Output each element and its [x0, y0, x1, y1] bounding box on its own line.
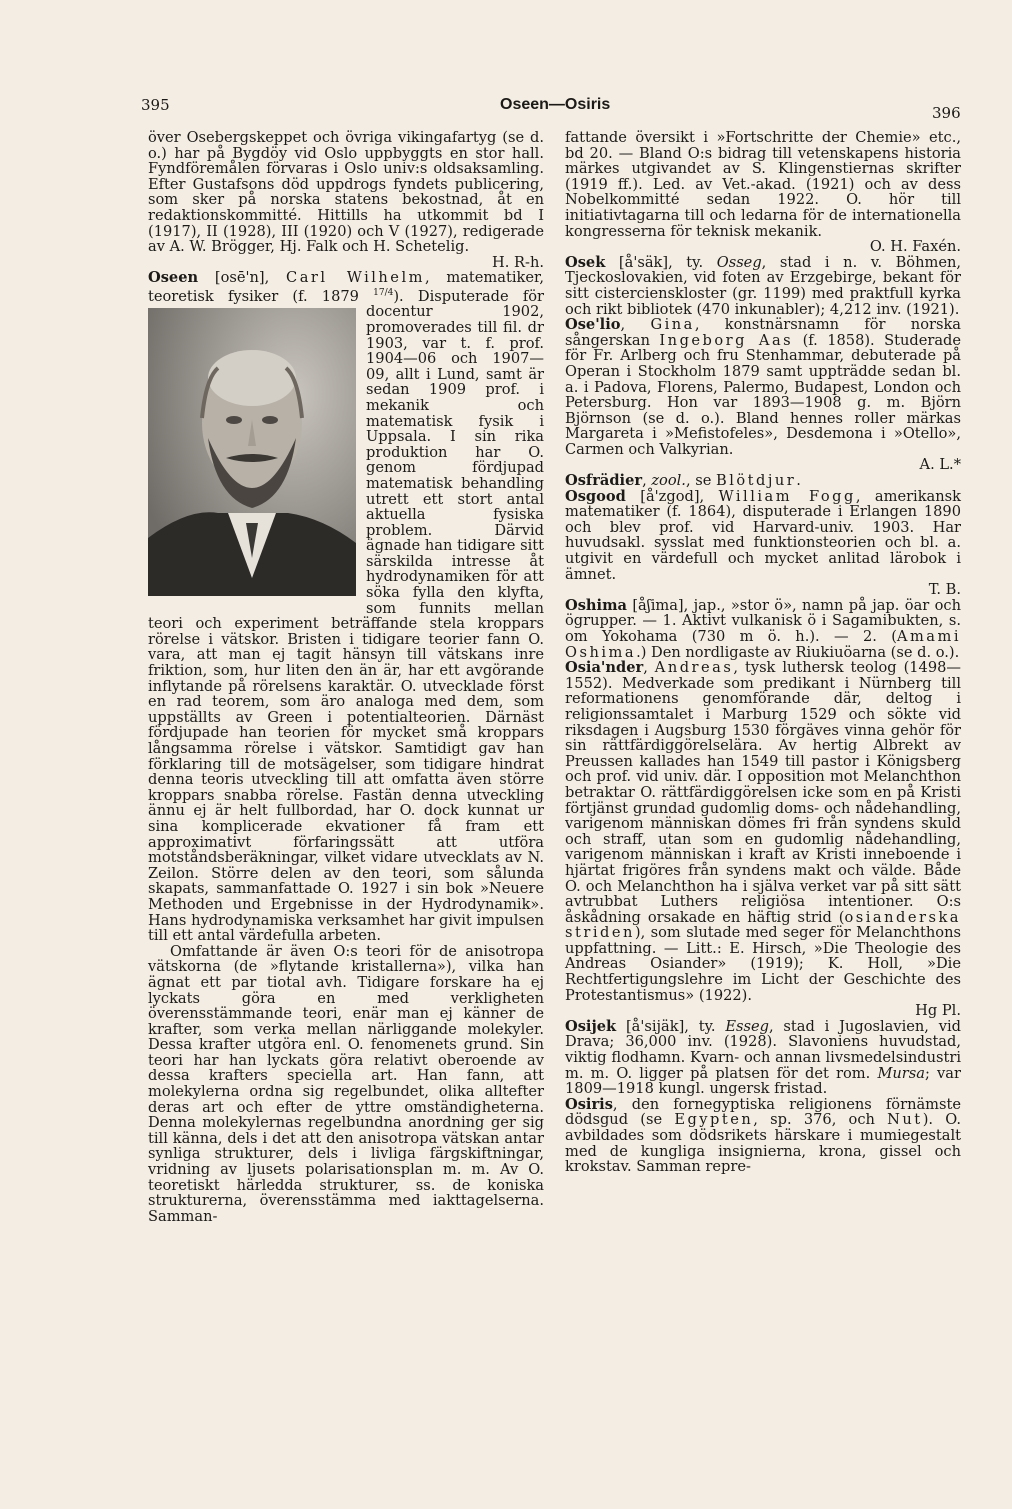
headword: Osia'nder [565, 659, 644, 677]
entry-osgood: Osgood [å'zgod], William Fogg, amerikansk matematiker (f. 1864), disputerade i Erlangen 1890 och blev prof. vid Harvard-univ. 1903. Har huvudsakl. sysslat med funktionsteorien och bl. a. utgivit en värdefull och mycket anlitad lärobok i ämnet. [565, 487, 961, 583]
paragraph-liquid-crystals: Omfattande är även O:s teori för de anisotropa vätskorna (de »flytande kristallerna»), vilka han ägnat ett par tiotal avh. Tidigare forskare ha ej lyckats göra en med verkligheten överensstämmande teori, enär man ej känner de krafter, som verka mellan närliggande molekyler. Dessa krafter utgöra enl. O. fenomenets grund. Sin teori har han lyckats göra relativt oberoende av dessa krafters speciella art. Han fann, att molekylerna ordna sig regelbundet, olika alltefter deras art och efter de yttre omständigheterna. Denna molekylernas regelbundna anordning ger sig till känna, dels i det att den anisotropa vätskan antar synliga strukturer, dels i livliga färgskiftningar, vridning av ljusets polarisationsplan m. m. Av O. teoretiskt härledda strukturer, ss. de koniska strukturerna, överensstämma med iakttagelserna. Samman- [148, 942, 544, 1225]
running-head: Oseen—Osiris [500, 96, 611, 113]
headword: Osiris [565, 1095, 613, 1113]
oseen-continuation: fattande översikt i »Fortschritte der Chemie» etc., bd 20. — Bland O:s bidrag till vetenskapens historia märkes utgivandet av S. Klingenstiernas skrifter (1919 ff.). Led. av Vet.-akad. (1921) och av dess Nobelkommitté sedan 1922. O. hör till initiativtagarna till och ledarna för de internationella kongresserna för teknisk mekanik. [565, 129, 961, 240]
entry-oseen: Oseen [osē'n], Carl Wilhelm, matematiker, teoretisk fysiker (f. 1879 $^{17/4}$ ). Disputerade för docentur 1902, promoverades till fil. dr 1903, var t. f. prof. 1904—06 och 1907—09, allt i Lund, samt är sedan 1909 prof. i mekanik och matematisk fysik i Uppsala. I sin rika produktion har O. genom fördjupad matematisk behandling utrett ett stort antal aktuella fysiska problem. Därvid ägnade han tidigare sitt särskilda intresse åt hydrodynamiken för att söka fylla den klyfta, som funnits mellan teori och experiment beträffande stela kroppars rörelse i vätskor. Bristen i tidigare teorier fann O. vara, att man ej tagit hänsyn till vätskans inre friktion, som, hur liten den än är, har ett avgörande inflytande på rörelsens karaktär. O. utvecklade först en rad teorem, som äro analoga med dem, som uppställts av Green i potentialteorien. Därnäst fördjupade han teorien för mycket små kroppars långsamma rörelse i vätskor. Samtidigt gav han förklaring till de motsägelser, som tidigare hindrat denna teoris utveckling till att omfatta även större kroppars snabba rörelse. Fastän denna utveckling ännu ej är helt fullbordad, har O. dock kunnat ur sina komplicerade ekvationer få fram ett approximativt förfaringssätt att utföra motståndsberäkningar, vilket vidare utvecklats av N. Zeilon. Större delen av den teori, som sålunda skapats, sammanfattade O. 1927 i sin bok »Neuere Methoden und Ergebnisse in der Hydrodynamik». Hans hydrodynamiska verksamhet har givit impulsen till ett antal värdefulla arbeten. [148, 269, 544, 945]
page-number-right: 396 [932, 104, 961, 122]
headword: Oseen [148, 269, 199, 287]
page-header [0, 96, 1012, 122]
entry-osek: Osek [å'säk], ty. Osseg, stad i n. v. Böhmen, Tjeckoslovakien, vid foten av Erzgebirge, bekant för sitt cistercienskloster (gr. 1199) med praktfull kyrka och rikt bibliotek (470 inkunabler); 4,212 inv. (1921). [565, 253, 961, 318]
headword: Osfrädier [565, 472, 643, 490]
right-column [565, 130, 961, 1175]
headword: Ose'lio [565, 316, 621, 334]
entry-osfradier: Osfrädier, zool., se Blötdjur. [565, 472, 801, 490]
entry-osiander: Osia'nder, Andreas, tysk luthersk teolog (1498—1552). Medverkade som predikant i Nürnberg till reformationens genomförande där, deltog i religionssamtalet i Marburg 1529 och sökte vid riksdagen i Augsburg 1530 förgäves vinna gehör för sin rättfärdiggörelselära. Av hertig Albrekt av Preussen kallades han 1549 till pastor i Königsberg och prof. vid univ. där. I opposition mot Melanchthon betraktar O. rättfärdiggörelsen icke som en på Kristi förtjänst grundad gudomlig doms- och nådehandling, varigenom människan dömes fri från syndens skuld och straff, utan som en gudomlig nådehandling, varigenom människan i kraft av Kristi inneboende i hjärtat frigöres från syndens makt och välde. Både O. och Melanchthon ha i själva verket var på sitt sätt avtrubbat Luthers religiösa intentioner. O:s åskådning orsakade en häftig strid (osianderska striden), som slutade med seger för Melanchthons uppfattning. — Litt.: E. Hirsch, »Die Theologie des Andreas Osiander» (1919); K. Holl, »Die Rechtfertigungslehre im Licht der Geschichte des Protestantismus» (1922). [565, 659, 962, 1004]
headword: Oshima [565, 596, 627, 614]
signature: Hg Pl. [915, 1002, 961, 1020]
signature: A. L.* [919, 456, 961, 474]
entry-oselio: Ose'lio, Gina, konstnärsnamn för norska sångerskan Ingeborg Aas (f. 1858). Studerade för Fr. Arlberg och fru Stenhammar, debuterade på Operan i Stockholm 1879 samt uppträdde sedan bl. a. i Padova, Florens, Palermo, Budapest, London och Petersburg. Hon var 1893—1908 g. m. Björn Björnson (se d. o.). Bland hennes roller märkas Margareta i »Mefistofeles», Desdemona i »Otello», Carmen och Valkyrian. [565, 316, 961, 458]
signature: H. R-h. [492, 253, 544, 271]
signature: T. B. [928, 581, 961, 599]
entry-oshima: Oshima [åʃima], jap., »stor ö», namn på jap. öar och ögrupper. — 1. Aktivt vulkanisk ö i Sagamibukten, s. om Yokohama (730 m ö. h.). — 2. (Amami Oshima.) Den nordligaste av Riukiuöarna (se d. o.). [565, 596, 961, 661]
page-number-left: 395 [141, 96, 170, 114]
portrait-photo [148, 308, 356, 596]
signature: O. H. Faxén. [869, 238, 961, 256]
left-column [148, 130, 544, 1224]
entry-osijek: Osijek [å'sijäk], ty. Esseg, stad i Jugoslavien, vid Drava; 36,000 inv. (1928). Slavoniens huvudstad, viktig flodhamn. Kvarn- och annan livsmedelsindustri m. m. O. ligger på platsen för det rom. Mursa; var 1809—1918 kungl. ungersk fristad. [565, 1017, 961, 1098]
headword: Osijek [565, 1017, 617, 1035]
headword: Osek [565, 253, 606, 271]
headword: Osgood [565, 487, 626, 505]
person-name: Carl Wilhelm [286, 269, 425, 287]
oseberg-continuation: över Osebergskeppet och övriga vikingafartyg (se d. o.) har på Bygdöy vid Oslo uppbyggts en stor hall. Fyndföremålen förvaras i Oslo univ:s oldsaksamling. Efter Gustafsons död uppdrogs fyndets publicering, som sker på norska statens bekostnad, åt en redaktionskommitté. Hittills ha utkommit bd I (1917), II (1928), III (1920) och V (1927), redigerade av A. W. Brögger, Hj. Falk och H. Schetelig. [148, 129, 544, 256]
entry-osiris: Osiris, den fornegyptiska religionens förnämste dödsgud (se Egypten, sp. 376, och Nut). O. avbildades som dödsrikets härskare i mumiegestalt med de kungliga insignierna, krona, gissel och krokstav. Samman repre- [565, 1095, 961, 1176]
